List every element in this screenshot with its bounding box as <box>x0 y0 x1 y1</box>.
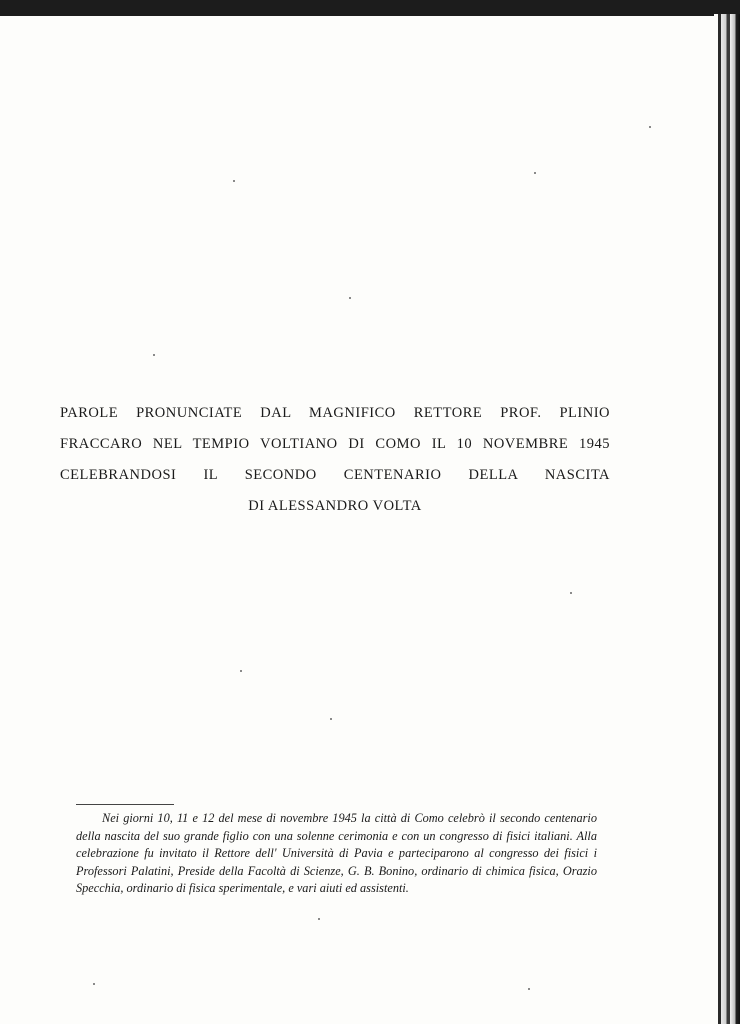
scan-speck <box>330 718 332 720</box>
scan-speck <box>528 988 530 990</box>
title-line-2: FRACCARO NEL TEMPIO VOLTIANO DI COMO IL 10 NOVEMBRE 1945 <box>60 436 610 452</box>
title-line-3: CELEBRANDOSI IL SECONDO CENTENARIO DELLA NASCITA <box>60 467 610 483</box>
footnote-text: Nei giorni 10, 11 e 12 del mese di novembre 1945 la città di Como celebrò il secondo centenario della nascita del suo grande figlio con una solenne cerimonia e con un congresso di fisici italiani. Alla celebrazione fu invitato il Rettore dell' Università di Pavia e parteciparono al congresso dei fisici i Professori Palatini, Preside della Facoltà di Scienze, G. B. Bonino, ordinario di chimica fisica, Orazio Specchia, ordinario di fisica sperimentale, e vari aiuti ed assistenti. <box>76 811 597 896</box>
scan-speck <box>240 670 242 672</box>
document-title <box>60 398 610 522</box>
footnote-separator <box>76 804 174 805</box>
footnote <box>76 810 597 898</box>
scan-speck <box>534 172 536 174</box>
scan-speck <box>233 180 235 182</box>
title-line-4: DI ALESSANDRO VOLTA <box>248 498 422 514</box>
scan-speck <box>318 918 320 920</box>
scan-speck <box>570 592 572 594</box>
scan-speck <box>93 983 95 985</box>
scan-speck <box>649 126 651 128</box>
title-line-1: PAROLE PRONUNCIATE DAL MAGNIFICO RETTORE PROF. PLINIO <box>60 405 610 421</box>
scan-speck <box>349 297 351 299</box>
scan-speck <box>153 354 155 356</box>
scan-page-edge <box>714 14 740 1024</box>
scan-top-border <box>0 0 740 16</box>
